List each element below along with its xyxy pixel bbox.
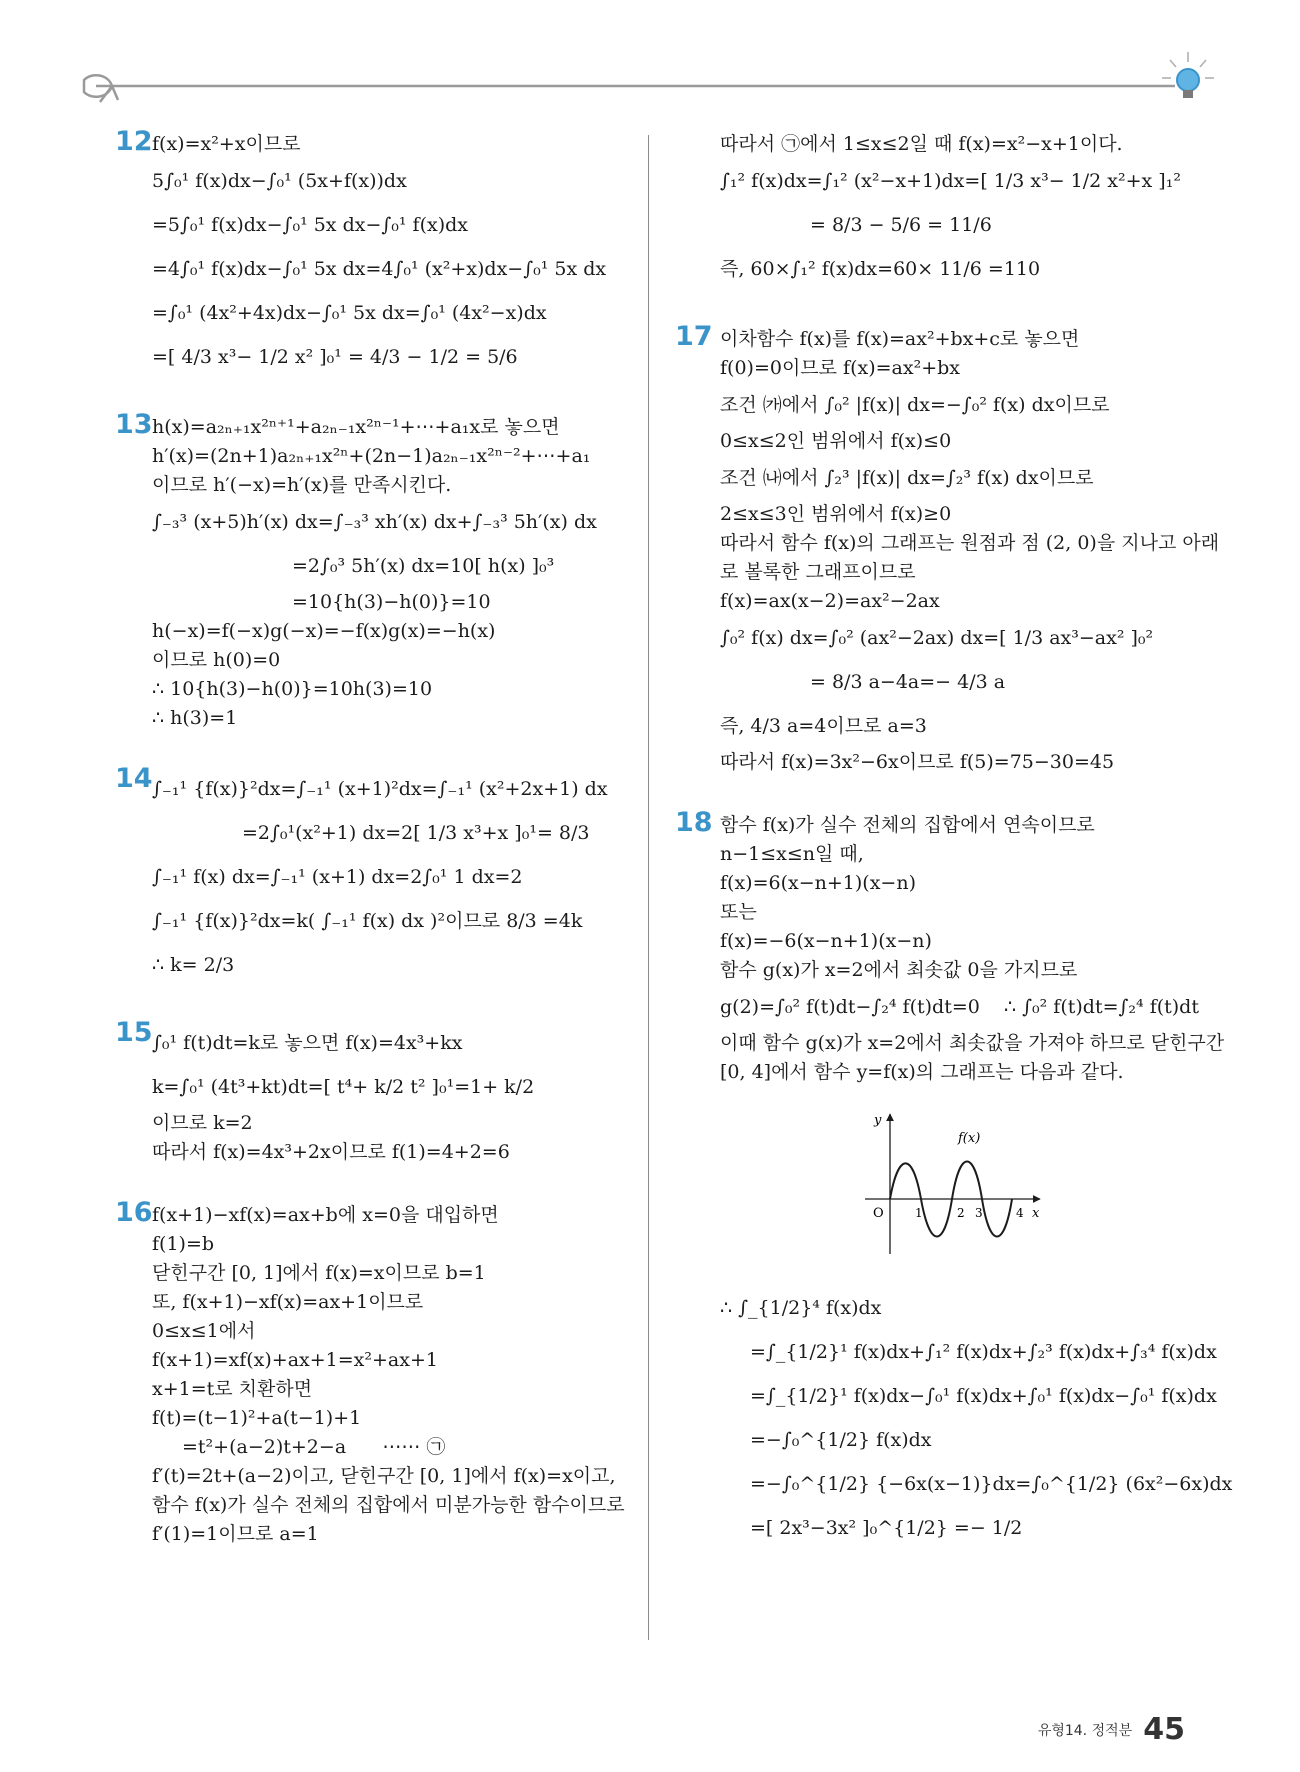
solution-line: [0, 4]에서 함수 y=f(x)의 그래프는 다음과 같다.: [720, 1061, 1124, 1083]
x-axis-label: x: [1032, 1206, 1040, 1221]
right-column: [675, 130, 1233, 1584]
solution-line: = 8/3 a−4a=− 4/3 a: [810, 671, 1006, 693]
solution-line: ∫₀¹ f(t)dt=k로 놓으면 f(x)=4x³+kx: [152, 1032, 463, 1054]
curve-label: f(x): [958, 1131, 981, 1146]
problem-12: [115, 126, 630, 379]
solution-line: ∫₀² f(x) dx=∫₀² (ax²−2ax) dx=[ 1/3 ax³−ax² ]₀²: [720, 627, 1154, 649]
solution-line: h′(x)=(2n+1)a₂ₙ₊₁x²ⁿ+(2n−1)a₂ₙ₋₁x²ⁿ⁻²+⋯+a₁: [152, 445, 591, 467]
origin-label: O: [873, 1206, 884, 1221]
column-divider: [648, 135, 649, 1640]
solution-line: ∫₋₁¹ f(x) dx=∫₋₁¹ (x+1) dx=2∫₀¹ 1 dx=2: [152, 866, 523, 888]
problem-16-continued: [690, 130, 1190, 291]
solution-line: =t²+(a−2)t+2−a ⋯⋯ ㉠: [182, 1436, 446, 1458]
solution-line: f(x+1)−xf(x)=ax+b에 x=0을 대입하면: [152, 1204, 499, 1226]
problem-number: 16: [115, 1197, 153, 1228]
solution-line: ∴ k= 2/3: [152, 954, 235, 976]
ribbon-knot-icon: [84, 75, 118, 102]
solution-line: f(x+1)=xf(x)+ax+1=x²+ax+1: [152, 1349, 438, 1371]
solution-line: 따라서 f(x)=4x³+2x이므로 f(1)=4+2=6: [152, 1141, 510, 1163]
solution-line: =4∫₀¹ f(x)dx−∫₀¹ 5x dx=4∫₀¹ (x²+x)dx−∫₀¹ 5x dx: [152, 258, 607, 280]
function-graph: [860, 1109, 1050, 1259]
solution-line: f(x)=−6(x−n+1)(x−n): [720, 930, 932, 952]
solution-line: ∴ 10{h(3)−h(0)}=10h(3)=10: [152, 678, 433, 700]
solution-line: 이때 함수 g(x)가 x=2에서 최솟값을 가져야 하므로 닫힌구간: [720, 1032, 1225, 1054]
solution-line: ∫₋₁¹ {f(x)}²dx=k( ∫₋₁¹ f(x) dx )²이므로 8/3 =4k: [152, 910, 583, 932]
solution-line: h(−x)=f(−x)g(−x)=−f(x)g(x)=−h(x): [152, 620, 496, 642]
solution-line: 조건 ㈏에서 ∫₂³ |f(x)| dx=∫₂³ f(x) dx이므로: [720, 467, 1094, 489]
solution-line: =10{h(3)−h(0)}=10: [292, 591, 491, 613]
solution-line: 5∫₀¹ f(x)dx−∫₀¹ (5x+f(x))dx: [152, 170, 407, 192]
solution-line: 로 볼록한 그래프이므로: [720, 561, 916, 583]
solution-line: 닫힌구간 [0, 1]에서 f(x)=x이므로 b=1: [152, 1262, 486, 1284]
solution-line: ∫₋₃³ (x+5)h′(x) dx=∫₋₃³ xh′(x) dx+∫₋₃³ 5h′(x) dx: [152, 511, 597, 533]
problem-number: 13: [115, 409, 153, 440]
solution-line: 이므로 h(0)=0: [152, 649, 281, 671]
tick-label: 2: [957, 1206, 965, 1220]
solution-line: 또, f(x+1)−xf(x)=ax+1이므로: [152, 1291, 424, 1313]
solution-line: f′(1)=1이므로 a=1: [152, 1523, 319, 1545]
solution-line: 즉, 4/3 a=4이므로 a=3: [720, 715, 927, 737]
solution-line: f(x)=6(x−n+1)(x−n): [720, 872, 916, 894]
solution-line: k=∫₀¹ (4t³+kt)dt=[ t⁴+ k/2 t² ]₀¹=1+ k/2: [152, 1076, 535, 1098]
page-number: 45: [1143, 1712, 1185, 1747]
solution-line: f(x)=x²+x이므로: [152, 133, 301, 155]
left-column: [115, 126, 630, 1583]
solution-line: 함수 g(x)가 x=2에서 최솟값 0을 가지므로: [720, 959, 1078, 981]
solution-line: n−1≤x≤n일 때,: [720, 843, 864, 865]
solution-line: =2∫₀¹(x²+1) dx=2[ 1/3 x³+x ]₀¹= 8/3: [242, 822, 590, 844]
solution-line: =[ 4/3 x³− 1/2 x² ]₀¹ = 4/3 − 1/2 = 5/6: [152, 346, 518, 368]
solution-line: 따라서 f(x)=3x²−6x이므로 f(5)=75−30=45: [720, 751, 1115, 773]
solution-line: 이차함수 f(x)를 f(x)=ax²+bx+c로 놓으면: [720, 328, 1080, 350]
solution-line: f′(t)=2t+(a−2)이고, 닫힌구간 [0, 1]에서 f(x)=x이고,: [152, 1465, 616, 1487]
solution-line: =−∫₀^{1/2} {−6x(x−1)}dx=∫₀^{1/2} (6x²−6x)dx: [750, 1473, 1233, 1495]
solution-line: g(2)=∫₀² f(t)dt−∫₂⁴ f(t)dt=0 ∴ ∫₀² f(t)dt=∫₂⁴ f(t)dt: [720, 996, 1199, 1018]
tick-label: 1: [915, 1206, 923, 1220]
solution-line: =∫₀¹ (4x²+4x)dx−∫₀¹ 5x dx=∫₀¹ (4x²−x)dx: [152, 302, 547, 324]
solution-line: 함수 f(x)가 실수 전체의 집합에서 연속이므로: [720, 814, 1095, 836]
solution-line: ∫₁² f(x)dx=∫₁² (x²−x+1)dx=[ 1/3 x³− 1/2 x²+x ]₁²: [720, 170, 1181, 192]
y-axis-label: y: [874, 1113, 882, 1128]
problem-number: 14: [115, 763, 153, 794]
problem-number: 17: [675, 321, 713, 352]
solution-line: =5∫₀¹ f(x)dx−∫₀¹ 5x dx−∫₀¹ f(x)dx: [152, 214, 468, 236]
solution-line: 또는: [720, 901, 757, 923]
header-rule: [0, 0, 1300, 110]
solution-line: 2≤x≤3인 범위에서 f(x)≥0: [720, 503, 952, 525]
solution-line: =−∫₀^{1/2} f(x)dx: [750, 1429, 932, 1451]
solution-line: 이므로 h′(−x)=h′(x)를 만족시킨다.: [152, 474, 452, 496]
problem-14: [115, 763, 630, 987]
solution-line: ∴ h(3)=1: [152, 707, 238, 729]
solution-line: =∫_{1/2}¹ f(x)dx+∫₁² f(x)dx+∫₂³ f(x)dx+∫₃⁴ f(x)dx: [750, 1341, 1217, 1363]
tick-label: 3: [975, 1206, 983, 1220]
lightbulb-icon: [1162, 52, 1214, 98]
solution-line: 이므로 k=2: [152, 1112, 253, 1134]
solution-line: ∴ ∫_{1/2}⁴ f(x)dx: [720, 1297, 882, 1319]
solution-line: 0≤x≤2인 범위에서 f(x)≤0: [720, 430, 952, 452]
solution-line: f(1)=b: [152, 1233, 215, 1255]
solution-line: f(t)=(t−1)²+a(t−1)+1: [152, 1407, 362, 1429]
problem-13: [115, 409, 630, 733]
solution-line: =∫_{1/2}¹ f(x)dx−∫₀¹ f(x)dx+∫₀¹ f(x)dx−∫₀¹ f(x)dx: [750, 1385, 1217, 1407]
problem-18: [675, 807, 1233, 1550]
solution-line: f(x)=ax(x−2)=ax²−2ax: [720, 590, 940, 612]
problem-number: 15: [115, 1017, 153, 1048]
problem-17: [675, 321, 1220, 777]
solution-line: ∫₋₁¹ {f(x)}²dx=∫₋₁¹ (x+1)²dx=∫₋₁¹ (x²+2x+1) dx: [152, 778, 608, 800]
page-footer: [1038, 1712, 1185, 1747]
solution-line: =2∫₀³ 5h′(x) dx=10[ h(x) ]₀³: [292, 555, 555, 577]
solution-line: 조건 ㈎에서 ∫₀² |f(x)| dx=−∫₀² f(x) dx이므로: [720, 394, 1110, 416]
section-label: 유형14. 정적분: [1037, 1723, 1133, 1739]
solution-line: 즉, 60×∫₁² f(x)dx=60× 11/6 =110: [720, 258, 1041, 280]
solution-line: x+1=t로 치환하면: [152, 1378, 313, 1400]
tick-label: 4: [1016, 1206, 1024, 1220]
solution-line: =[ 2x³−3x² ]₀^{1/2} =− 1/2: [750, 1517, 1023, 1539]
solution-line: 함수 f(x)가 실수 전체의 집합에서 미분가능한 함수이므로: [152, 1494, 625, 1516]
solution-line: 0≤x≤1에서: [152, 1320, 256, 1342]
solution-line: h(x)=a₂ₙ₊₁x²ⁿ⁺¹+a₂ₙ₋₁x²ⁿ⁻¹+⋯+a₁x로 놓으면: [152, 416, 560, 438]
problem-number: 12: [115, 126, 153, 157]
solution-line: 따라서 ㉠에서 1≤x≤2일 때 f(x)=x²−x+1이다.: [720, 133, 1123, 155]
problem-number: 18: [675, 807, 713, 838]
problem-15: [115, 1017, 630, 1167]
problem-16: [115, 1197, 630, 1549]
solution-line: = 8/3 − 5/6 = 11/6: [810, 214, 992, 236]
solution-line: 따라서 함수 f(x)의 그래프는 원점과 점 (2, 0)을 지나고 아래: [720, 532, 1220, 554]
solution-line: f(0)=0이므로 f(x)=ax²+bx: [720, 357, 961, 379]
